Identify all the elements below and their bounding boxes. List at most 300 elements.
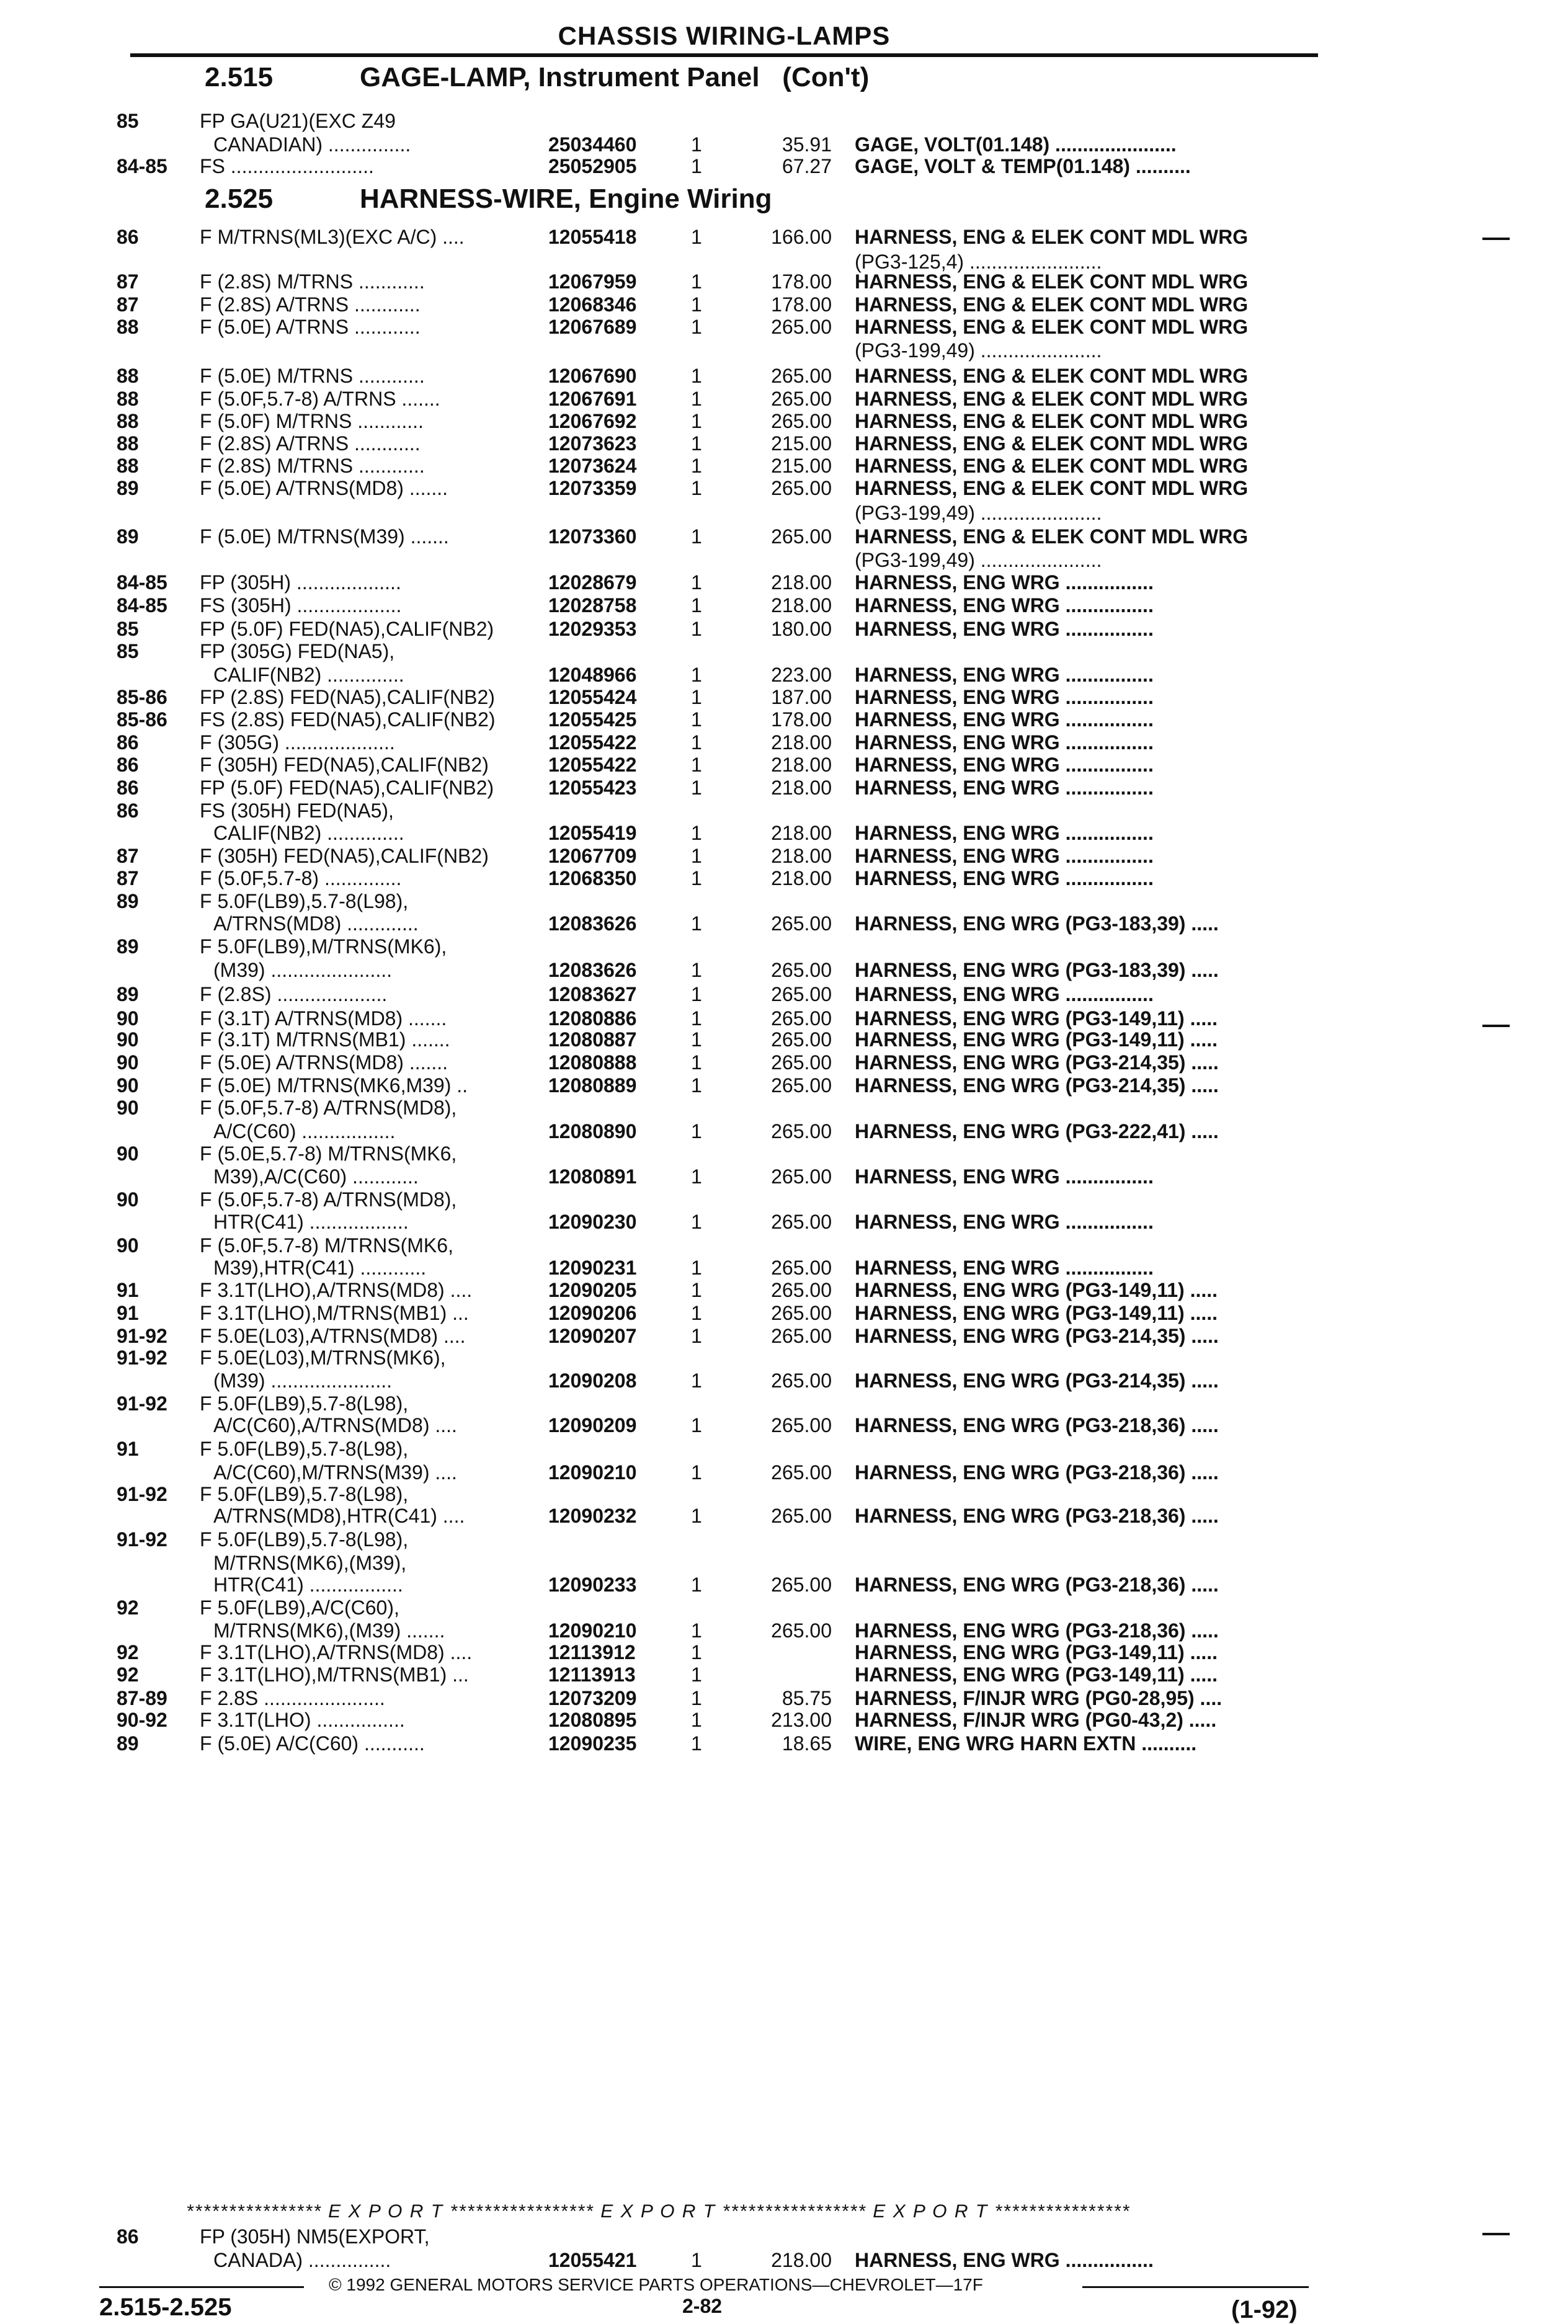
part-name-cell: HARNESS, ENG & ELEK CONT MDL WRG xyxy=(855,477,1249,499)
quantity-cell: 1 xyxy=(691,1279,702,1301)
price-cell: 265.00 xyxy=(771,316,832,338)
table-row xyxy=(0,1027,1568,1052)
quantity-cell: 1 xyxy=(691,708,702,731)
part-name-cell: (PG3-125,4) ........................ xyxy=(855,251,1102,273)
year-cell: 87 xyxy=(117,293,139,316)
year-cell: 91-92 xyxy=(117,1392,167,1415)
description-cell: FP (2.8S) FED(NA5),CALIF(NB2) xyxy=(200,686,495,708)
quantity-cell: 1 xyxy=(691,1709,702,1731)
part-name-cell: HARNESS, ENG WRG ................ xyxy=(855,1257,1154,1279)
table-row xyxy=(0,1278,1568,1302)
description-cell: FP (305H) NM5(EXPORT, xyxy=(200,2225,430,2248)
footer-section-range: 2.515-2.525 xyxy=(99,2294,232,2321)
quantity-cell: 1 xyxy=(691,754,702,776)
quantity-cell: 1 xyxy=(691,432,702,455)
year-cell: 86 xyxy=(117,226,139,248)
price-cell: 265.00 xyxy=(771,1414,832,1436)
price-cell: 218.00 xyxy=(771,571,832,594)
quantity-cell: 1 xyxy=(691,686,702,708)
year-cell: 87-89 xyxy=(117,1687,167,1709)
price-cell: 265.00 xyxy=(771,1165,832,1188)
part-number-cell: 12073623 xyxy=(548,432,637,455)
table-row xyxy=(0,1707,1568,1732)
table-row xyxy=(0,1572,1568,1597)
quantity-cell: 1 xyxy=(691,1302,702,1324)
part-name-cell: HARNESS, ENG & ELEK CONT MDL WRG xyxy=(855,388,1249,410)
part-number-cell: 25052905 xyxy=(548,155,637,177)
year-cell: 87 xyxy=(117,270,139,293)
table-row xyxy=(0,982,1568,1007)
margin-tick xyxy=(1482,1025,1510,1027)
table-row xyxy=(0,911,1568,936)
price-cell: 166.00 xyxy=(771,226,832,248)
description-cell: F (5.0E) M/TRNS(MK6,M39) .. xyxy=(200,1074,468,1097)
description-cell: (M39) ...................... xyxy=(213,1369,393,1392)
part-name-cell: GAGE, VOLT & TEMP(01.148) .......... xyxy=(855,155,1191,177)
part-number-cell: 12067959 xyxy=(548,270,637,293)
quantity-cell: 1 xyxy=(691,455,702,477)
year-cell: 88 xyxy=(117,388,139,410)
year-cell: 92 xyxy=(117,1596,139,1619)
quantity-cell: 1 xyxy=(691,316,702,338)
quantity-cell: 1 xyxy=(691,1165,702,1188)
description-cell: F 5.0F(LB9),5.7-8(L98), xyxy=(200,1438,409,1460)
table-row xyxy=(0,1460,1568,1485)
year-cell: 86 xyxy=(117,731,139,754)
quantity-cell: 1 xyxy=(691,912,702,935)
description-cell: F (305G) .................... xyxy=(200,731,395,754)
table-row xyxy=(0,154,1568,179)
description-cell: F 3.1T(LHO),A/TRNS(MD8) .... xyxy=(200,1279,473,1301)
year-cell: 88 xyxy=(117,455,139,477)
year-cell: 90 xyxy=(117,1007,139,1030)
part-number-cell: 25034460 xyxy=(548,133,637,156)
quantity-cell: 1 xyxy=(691,731,702,754)
part-name-cell: HARNESS, ENG WRG (PG3-183,39) ..... xyxy=(855,959,1219,981)
description-cell: HTR(C41) .................. xyxy=(213,1211,409,1233)
price-cell: 265.00 xyxy=(771,477,832,499)
price-cell: 265.00 xyxy=(771,1074,832,1097)
footer-rule-right xyxy=(1082,2286,1309,2288)
part-number-cell: 12083626 xyxy=(548,959,637,981)
description-cell: F (5.0E) M/TRNS(M39) ....... xyxy=(200,525,449,548)
quantity-cell: 1 xyxy=(691,410,702,432)
description-cell: CALIF(NB2) .............. xyxy=(213,822,404,844)
quantity-cell: 1 xyxy=(691,2249,702,2271)
year-cell: 84-85 xyxy=(117,571,167,594)
quantity-cell: 1 xyxy=(691,226,702,248)
table-row xyxy=(0,821,1568,845)
quantity-cell: 1 xyxy=(691,1007,702,1030)
part-number-cell: 12080890 xyxy=(548,1120,637,1142)
table-row xyxy=(0,1233,1568,1258)
description-cell: F (2.8S) M/TRNS ............ xyxy=(200,270,425,293)
price-cell: 265.00 xyxy=(771,983,832,1005)
quantity-cell: 1 xyxy=(691,618,702,640)
description-cell: FP (305H) ................... xyxy=(200,571,401,594)
price-cell: 265.00 xyxy=(771,1028,832,1051)
price-cell: 265.00 xyxy=(771,1461,832,1484)
part-name-cell: GAGE, VOLT(01.148) ...................... xyxy=(855,133,1177,156)
price-cell: 265.00 xyxy=(771,1007,832,1030)
price-cell: 265.00 xyxy=(771,1505,832,1527)
section-title: HARNESS-WIRE, Engine Wiring xyxy=(360,184,772,214)
description-cell: F (2.8S) A/TRNS ............ xyxy=(200,293,421,316)
part-name-cell: HARNESS, ENG & ELEK CONT MDL WRG xyxy=(855,365,1249,387)
description-cell: M/TRNS(MK6),(M39), xyxy=(213,1552,407,1574)
part-name-cell: HARNESS, ENG WRG ................ xyxy=(855,777,1154,799)
price-cell: 178.00 xyxy=(771,293,832,316)
year-cell: 91-92 xyxy=(117,1483,167,1505)
part-name-cell: HARNESS, F/INJR WRG (PG0-28,95) .... xyxy=(855,1687,1223,1709)
table-row xyxy=(0,501,1568,525)
part-number-cell: 12073360 xyxy=(548,525,637,548)
footer-rule-left xyxy=(99,2286,304,2288)
part-name-cell: HARNESS, F/INJR WRG (PG0-43,2) ..... xyxy=(855,1709,1217,1731)
quantity-cell: 1 xyxy=(691,983,702,1005)
part-number-cell: 12113912 xyxy=(548,1641,636,1663)
table-row xyxy=(0,798,1568,823)
price-cell: 265.00 xyxy=(771,525,832,548)
table-row xyxy=(0,775,1568,800)
year-cell: 90 xyxy=(117,1097,139,1119)
table-row xyxy=(0,844,1568,868)
price-cell: 265.00 xyxy=(771,1369,832,1392)
part-name-cell: HARNESS, ENG & ELEK CONT MDL WRG xyxy=(855,525,1249,548)
price-cell: 265.00 xyxy=(771,1279,832,1301)
part-number-cell: 12055423 xyxy=(548,777,637,799)
quantity-cell: 1 xyxy=(691,1574,702,1596)
description-cell: F (5.0F,5.7-8) .............. xyxy=(200,867,402,889)
part-number-cell: 12090205 xyxy=(548,1279,637,1301)
price-cell: 265.00 xyxy=(771,959,832,981)
year-cell: 84-85 xyxy=(117,155,167,177)
description-cell: F 3.1T(LHO),M/TRNS(MB1) ... xyxy=(200,1302,469,1324)
part-name-cell: HARNESS, ENG WRG (PG3-183,39) ..... xyxy=(855,912,1219,935)
part-number-cell: 12073624 xyxy=(548,455,637,477)
year-cell: 90 xyxy=(117,1051,139,1074)
quantity-cell: 1 xyxy=(691,1074,702,1097)
description-cell: F (2.8S) M/TRNS ............ xyxy=(200,455,425,477)
year-cell: 92 xyxy=(117,1641,139,1663)
price-cell: 265.00 xyxy=(771,1257,832,1279)
part-number-cell: 12073209 xyxy=(548,1687,637,1709)
year-cell: 92 xyxy=(117,1663,139,1686)
section-number: 2.515 xyxy=(205,62,274,92)
price-cell: 178.00 xyxy=(771,708,832,731)
page-header xyxy=(130,19,1318,57)
description-cell: F (305H) FED(NA5),CALIF(NB2) xyxy=(200,754,489,776)
table-row xyxy=(0,453,1568,478)
part-name-cell: WIRE, ENG WRG HARN EXTN .......... xyxy=(855,1732,1197,1755)
price-cell: 213.00 xyxy=(771,1709,832,1731)
quantity-cell: 1 xyxy=(691,525,702,548)
part-name-cell: HARNESS, ENG WRG ................ xyxy=(855,686,1154,708)
part-number-cell: 12090231 xyxy=(548,1257,637,1279)
part-number-cell: 12090209 xyxy=(548,1414,637,1436)
quantity-cell: 1 xyxy=(691,1505,702,1527)
year-cell: 91 xyxy=(117,1438,139,1460)
quantity-cell: 1 xyxy=(691,293,702,316)
year-cell: 89 xyxy=(117,890,139,912)
price-cell: 178.00 xyxy=(771,270,832,293)
table-row xyxy=(0,1436,1568,1461)
part-number-cell: 12073359 xyxy=(548,477,637,499)
description-cell: F 5.0F(LB9),5.7-8(L98), xyxy=(200,1392,409,1415)
quantity-cell: 1 xyxy=(691,388,702,410)
description-cell: F (5.0E) M/TRNS ............ xyxy=(200,365,425,387)
table-row xyxy=(0,707,1568,732)
part-number-cell: 12055419 xyxy=(548,822,637,844)
price-cell: 218.00 xyxy=(771,777,832,799)
table-row xyxy=(0,1551,1568,1575)
part-number-cell: 12090210 xyxy=(548,1619,637,1642)
year-cell: 85-86 xyxy=(117,708,167,731)
description-cell: FP (305G) FED(NA5), xyxy=(200,640,395,662)
table-row xyxy=(0,639,1568,664)
section-number: 2.525 xyxy=(205,184,274,214)
quantity-cell: 1 xyxy=(691,1663,702,1686)
part-name-cell: HARNESS, ENG WRG ................ xyxy=(855,754,1154,776)
price-cell: 85.75 xyxy=(782,1687,832,1709)
part-number-cell: 12080887 xyxy=(548,1028,637,1051)
quantity-cell: 1 xyxy=(691,777,702,799)
part-name-cell: HARNESS, ENG WRG ................ xyxy=(855,571,1154,594)
table-row xyxy=(0,338,1568,363)
table-row xyxy=(0,1345,1568,1370)
price-cell: 265.00 xyxy=(771,1574,832,1596)
description-cell: A/TRNS(MD8) ............. xyxy=(213,912,419,935)
quantity-cell: 1 xyxy=(691,1325,702,1347)
part-number-cell: 12083626 xyxy=(548,912,637,935)
description-cell: A/C(C60),A/TRNS(MD8) .... xyxy=(213,1414,457,1436)
part-name-cell: HARNESS, ENG WRG (PG3-218,36) ..... xyxy=(855,1574,1219,1596)
year-cell: 90 xyxy=(117,1188,139,1211)
year-cell: 88 xyxy=(117,432,139,455)
description-cell: F (5.0E,5.7-8) M/TRNS(MK6, xyxy=(200,1142,457,1165)
part-name-cell: HARNESS, ENG WRG (PG3-214,35) ..... xyxy=(855,1074,1219,1097)
quantity-cell: 1 xyxy=(691,1461,702,1484)
description-cell: F 5.0F(LB9),5.7-8(L98), xyxy=(200,1528,409,1551)
part-number-cell: 12113913 xyxy=(548,1663,636,1686)
description-cell: A/C(C60),M/TRNS(M39) .... xyxy=(213,1461,457,1484)
part-number-cell: 12083627 xyxy=(548,983,637,1005)
year-cell: 86 xyxy=(117,777,139,799)
price-cell: 265.00 xyxy=(771,365,832,387)
part-name-cell: (PG3-199,49) ...................... xyxy=(855,339,1102,362)
price-cell: 218.00 xyxy=(771,867,832,889)
description-cell: FS (305H) ................... xyxy=(200,594,402,617)
year-cell: 91 xyxy=(117,1279,139,1301)
quantity-cell: 1 xyxy=(691,1732,702,1755)
part-number-cell: 12055425 xyxy=(548,708,637,731)
description-cell: F 5.0E(L03),M/TRNS(MK6), xyxy=(200,1347,446,1369)
part-number-cell: 12029353 xyxy=(548,618,637,640)
quantity-cell: 1 xyxy=(691,1414,702,1436)
description-cell: M/TRNS(MK6),(M39) ....... xyxy=(213,1619,445,1642)
price-cell: 67.27 xyxy=(782,155,832,177)
part-number-cell: 12048966 xyxy=(548,664,637,686)
table-row xyxy=(0,662,1568,687)
table-row xyxy=(0,1209,1568,1234)
quantity-cell: 1 xyxy=(691,959,702,981)
part-name-cell: HARNESS, ENG WRG (PG3-214,35) ..... xyxy=(855,1369,1219,1392)
table-row xyxy=(0,314,1568,339)
part-number-cell: 12028679 xyxy=(548,571,637,594)
part-number-cell: 12055422 xyxy=(548,754,637,776)
description-cell: F (3.1T) M/TRNS(MB1) ....... xyxy=(200,1028,450,1051)
year-cell: 88 xyxy=(117,365,139,387)
table-row xyxy=(0,2224,1568,2249)
description-cell: (M39) ...................... xyxy=(213,959,393,981)
table-row xyxy=(0,109,1568,133)
table-row xyxy=(0,225,1568,249)
table-row xyxy=(0,431,1568,456)
table-row xyxy=(0,132,1568,157)
year-cell: 85 xyxy=(117,640,139,662)
year-cell: 89 xyxy=(117,1732,139,1755)
table-row xyxy=(0,524,1568,549)
quantity-cell: 1 xyxy=(691,1619,702,1642)
part-number-cell: 12090208 xyxy=(548,1369,637,1392)
description-cell: M39),HTR(C41) ............ xyxy=(213,1257,427,1279)
year-cell: 89 xyxy=(117,983,139,1005)
year-cell: 90-92 xyxy=(117,1709,167,1731)
part-name-cell: HARNESS, ENG & ELEK CONT MDL WRG xyxy=(855,270,1249,293)
quantity-cell: 1 xyxy=(691,845,702,867)
quantity-cell: 1 xyxy=(691,664,702,686)
quantity-cell: 1 xyxy=(691,133,702,156)
table-row xyxy=(0,1503,1568,1528)
section-title: GAGE-LAMP, Instrument Panel (Con't) xyxy=(360,62,870,92)
part-number-cell: 12055418 xyxy=(548,226,637,248)
table-row xyxy=(0,1640,1568,1665)
part-name-cell: HARNESS, ENG WRG ................ xyxy=(855,618,1154,640)
part-number-cell: 12080891 xyxy=(548,1165,637,1188)
description-cell: F (5.0F,5.7-8) A/TRNS ....... xyxy=(200,388,440,410)
table-row xyxy=(0,476,1568,501)
part-name-cell: HARNESS, ENG WRG (PG3-214,35) ..... xyxy=(855,1051,1219,1074)
part-number-cell: 12067691 xyxy=(548,388,637,410)
quantity-cell: 1 xyxy=(691,1028,702,1051)
part-number-cell: 12055421 xyxy=(548,2249,637,2271)
description-cell: F 2.8S ...................... xyxy=(200,1687,385,1709)
quantity-cell: 1 xyxy=(691,1257,702,1279)
part-number-cell: 12090207 xyxy=(548,1325,637,1347)
price-cell: 218.00 xyxy=(771,594,832,617)
price-cell: 223.00 xyxy=(771,664,832,686)
part-number-cell: 12090230 xyxy=(548,1211,637,1233)
description-cell: F 3.1T(LHO),A/TRNS(MD8) .... xyxy=(200,1641,473,1663)
table-row xyxy=(0,363,1568,388)
table-row xyxy=(0,934,1568,959)
description-cell: FP GA(U21)(EXC Z49 xyxy=(200,110,396,132)
quantity-cell: 1 xyxy=(691,1641,702,1663)
part-number-cell: 12067692 xyxy=(548,410,637,432)
table-row xyxy=(0,617,1568,641)
part-number-cell: 12080888 xyxy=(548,1051,637,1074)
description-cell: F (5.0E) A/C(C60) ........... xyxy=(200,1732,425,1755)
table-row xyxy=(0,1618,1568,1643)
table-row xyxy=(0,1095,1568,1120)
table-row xyxy=(0,292,1568,317)
table-row xyxy=(0,1255,1568,1280)
quantity-cell: 1 xyxy=(691,571,702,594)
price-cell: 265.00 xyxy=(771,1120,832,1142)
table-row xyxy=(0,1686,1568,1711)
description-cell: F 5.0F(LB9),5.7-8(L98), xyxy=(200,1483,409,1505)
description-cell: HTR(C41) ................. xyxy=(213,1574,403,1596)
description-cell: FS (305H) FED(NA5), xyxy=(200,799,394,822)
description-cell: F (3.1T) A/TRNS(MD8) ....... xyxy=(200,1007,447,1030)
description-cell: F 5.0E(L03),A/TRNS(MD8) .... xyxy=(200,1325,466,1347)
export-separator: **************** E X P O R T ***************** E X P O R T ***************** E X P O R T **************** xyxy=(186,2201,1131,2222)
description-cell: F (5.0F,5.7-8) M/TRNS(MK6, xyxy=(200,1234,453,1257)
part-name-cell: HARNESS, ENG & ELEK CONT MDL WRG xyxy=(855,432,1249,455)
part-name-cell: HARNESS, ENG WRG (PG3-149,11) ..... xyxy=(855,1302,1218,1324)
table-row xyxy=(0,889,1568,914)
part-name-cell: HARNESS, ENG WRG (PG3-149,11) ..... xyxy=(855,1279,1218,1301)
part-number-cell: 12055424 xyxy=(548,686,637,708)
price-cell: 265.00 xyxy=(771,1619,832,1642)
description-cell: A/TRNS(MD8),HTR(C41) .... xyxy=(213,1505,465,1527)
part-name-cell: HARNESS, ENG WRG (PG3-218,36) ..... xyxy=(855,1414,1219,1436)
price-cell: 187.00 xyxy=(771,686,832,708)
part-name-cell: HARNESS, ENG WRG ................ xyxy=(855,1165,1154,1188)
description-cell: F 5.0F(LB9),A/C(C60), xyxy=(200,1596,399,1619)
table-row xyxy=(0,1050,1568,1075)
quantity-cell: 1 xyxy=(691,822,702,844)
part-number-cell: 12028758 xyxy=(548,594,637,617)
part-name-cell: HARNESS, ENG WRG ................ xyxy=(855,594,1154,617)
table-row xyxy=(0,1164,1568,1189)
margin-tick xyxy=(1482,238,1510,240)
price-cell: 180.00 xyxy=(771,618,832,640)
part-name-cell: HARNESS, ENG WRG (PG3-218,36) ..... xyxy=(855,1505,1219,1527)
price-cell: 35.91 xyxy=(782,133,832,156)
description-cell: F (5.0F) M/TRNS ............ xyxy=(200,410,424,432)
year-cell: 85 xyxy=(117,110,139,132)
price-cell: 218.00 xyxy=(771,822,832,844)
part-name-cell: (PG3-199,49) ...................... xyxy=(855,549,1102,571)
year-cell: 88 xyxy=(117,410,139,432)
table-row xyxy=(0,730,1568,755)
table-row xyxy=(0,1413,1568,1438)
part-name-cell: HARNESS, ENG & ELEK CONT MDL WRG xyxy=(855,316,1249,338)
quantity-cell: 1 xyxy=(691,365,702,387)
description-cell: FS .......................... xyxy=(200,155,374,177)
description-cell: F (5.0F,5.7-8) A/TRNS(MD8), xyxy=(200,1097,457,1119)
table-row xyxy=(0,409,1568,434)
part-number-cell: 12067689 xyxy=(548,316,637,338)
year-cell: 86 xyxy=(117,754,139,776)
table-row xyxy=(0,1391,1568,1416)
description-cell: F M/TRNS(ML3)(EXC A/C) .... xyxy=(200,226,465,248)
part-name-cell: HARNESS, ENG & ELEK CONT MDL WRG xyxy=(855,226,1249,248)
part-number-cell: 12090232 xyxy=(548,1505,637,1527)
table-row xyxy=(0,1119,1568,1144)
year-cell: 90 xyxy=(117,1142,139,1165)
part-number-cell: 12067690 xyxy=(548,365,637,387)
quantity-cell: 1 xyxy=(691,270,702,293)
part-name-cell: HARNESS, ENG WRG ................ xyxy=(855,845,1154,867)
description-cell: M39),A/C(C60) ............ xyxy=(213,1165,419,1188)
description-cell: CANADIAN) ............... xyxy=(213,133,411,156)
part-number-cell: 12068350 xyxy=(548,867,637,889)
part-number-cell: 12090233 xyxy=(548,1574,637,1596)
description-cell: F 5.0F(LB9),5.7-8(L98), xyxy=(200,890,409,912)
part-name-cell: HARNESS, ENG & ELEK CONT MDL WRG xyxy=(855,293,1249,316)
